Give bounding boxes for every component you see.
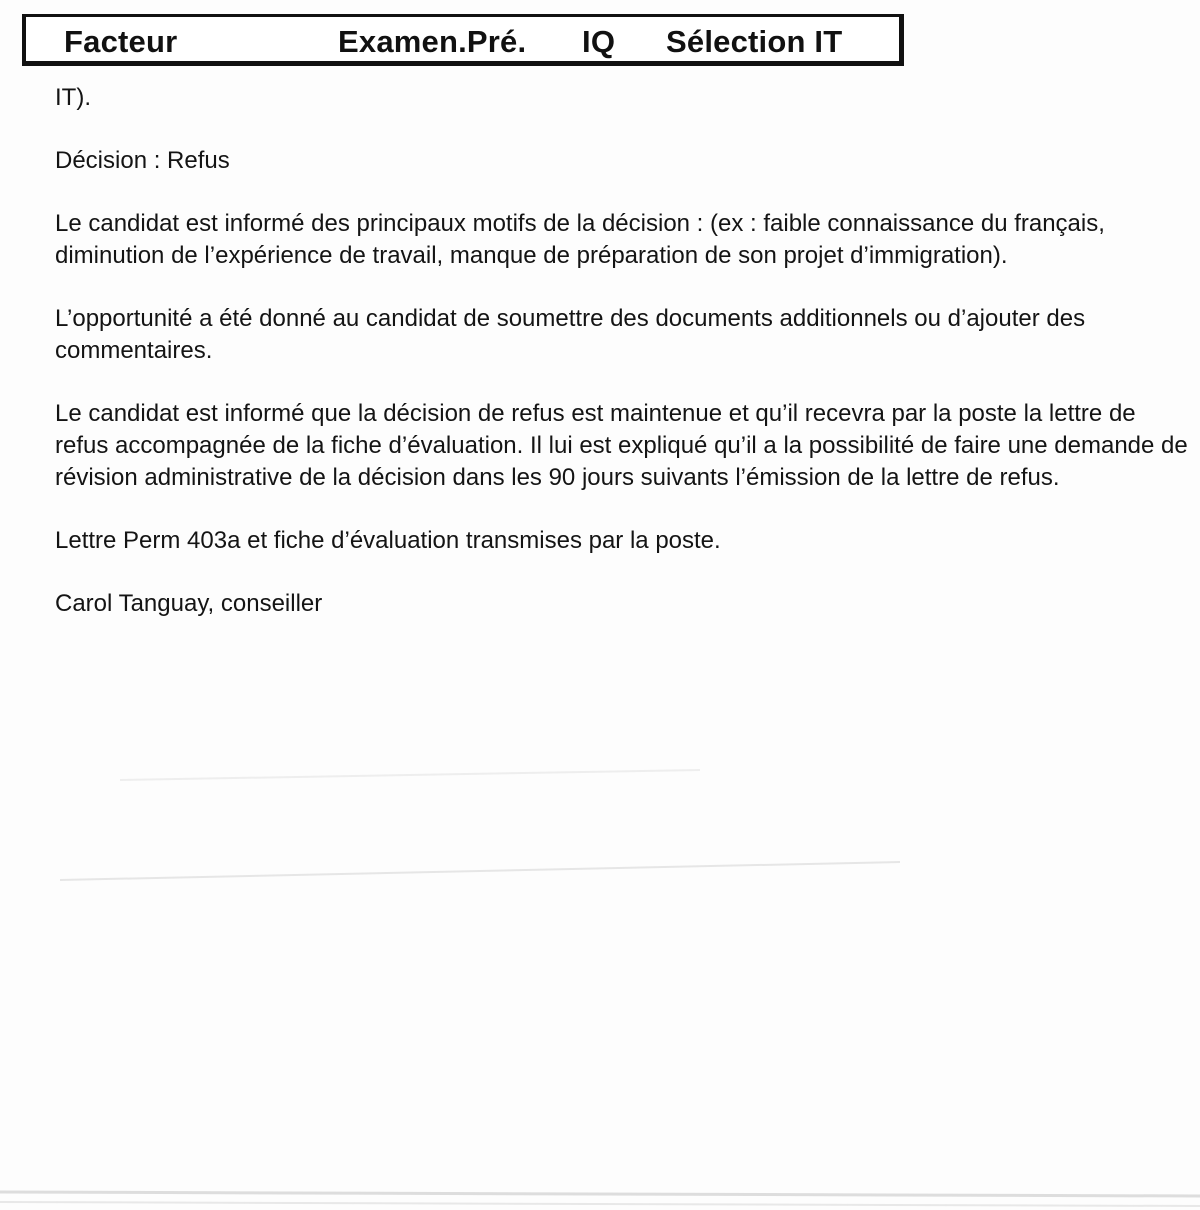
signature-line: Carol Tanguay, conseiller	[55, 590, 323, 617]
decision-line: Décision : Refus	[55, 147, 230, 174]
document-body	[55, 82, 1190, 651]
line-continuation: IT).	[55, 84, 91, 111]
paragraph-opportunity: L’opportunité a été donné au candidat de soumettre des documents additionnels ou d’ajouter des commentaires.	[55, 305, 1086, 364]
paragraph-maintained: Le candidat est informé que la décision de refus est maintenue et qu’il recevra par la poste la lettre de refus accompagnée de la fiche d’évaluation. Il lui est expliqué qu’il a la possibilité de faire une demande de révision administrative de la décision dans les 90 jours suivants l’émission de la lettre de refus.	[55, 400, 1188, 491]
paper-fold-edge	[0, 1192, 1200, 1196]
faint-bleedthrough-line	[120, 770, 700, 780]
header-selection: Sélection IT	[666, 24, 843, 59]
header-iq: IQ	[582, 24, 616, 59]
faint-bleedthrough-line	[60, 862, 900, 880]
header-exam: Examen.Pré.	[338, 24, 527, 59]
header-box	[22, 14, 904, 66]
paragraph-motifs: Le candidat est informé des principaux motifs de la décision : (ex : faible connaissance du français, diminution de l’expérience de travail, manque de préparation de son projet d’immigration).	[55, 210, 1105, 269]
paper-fold-edge	[0, 1202, 1200, 1206]
header-factor: Facteur	[64, 24, 178, 59]
letter-sent-line: Lettre Perm 403a et fiche d’évaluation transmises par la poste.	[55, 527, 721, 554]
